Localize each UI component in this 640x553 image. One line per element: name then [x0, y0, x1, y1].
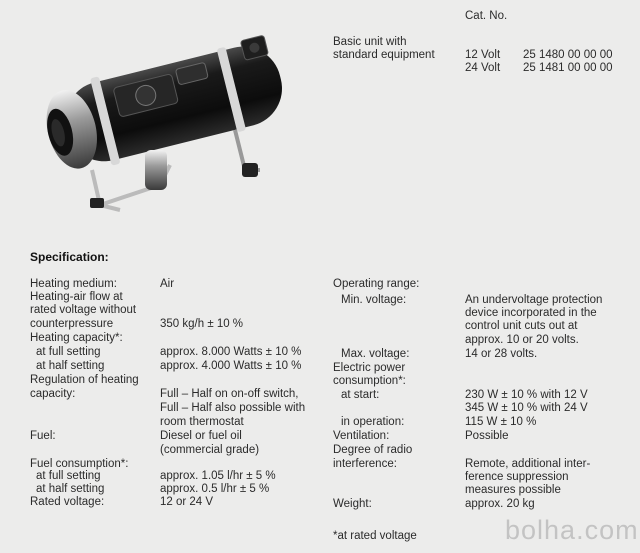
spec-value: control unit cuts out at [465, 320, 578, 332]
cat-voltage-12: 12 Volt [465, 49, 501, 61]
spec-label: Heating medium: [30, 278, 117, 290]
spec-label: Degree of radio [333, 444, 413, 456]
spec-value: 230 W ± 10 % with 12 V [465, 389, 588, 401]
spec-value: An undervoltage protection [465, 294, 603, 306]
spec-label: Heating-air flow at [30, 291, 123, 303]
cat-voltage-24: 24 Volt [465, 62, 501, 74]
spec-label: consumption*: [333, 375, 406, 387]
spec-label: Operating range: [333, 278, 420, 290]
spec-value: approx. 0.5 l/hr ± 5 % [160, 483, 270, 495]
spec-value: approx. 4.000 Watts ± 10 % [160, 360, 302, 372]
heater-image [20, 20, 320, 220]
spec-label: Weight: [333, 498, 372, 510]
spec-value: Full – Half on on-off switch, [160, 388, 299, 400]
spec-value: Air [160, 278, 175, 290]
spec-label: at start: [341, 389, 380, 401]
spec-label: counterpressure [30, 318, 114, 330]
spec-label: Max. voltage: [341, 348, 410, 360]
spec-value: Possible [465, 430, 509, 442]
spec-value: 350 kg/h ± 10 % [160, 318, 244, 330]
spec-value: measures possible [465, 484, 561, 496]
spec-label: Ventilation: [333, 430, 390, 442]
spec-value: Full – Half also possible with [160, 402, 306, 414]
spec-value: 14 or 28 volts. [465, 348, 538, 360]
spec-value: ference suppression [465, 471, 569, 483]
spec-value: Diesel or fuel oil [160, 430, 242, 442]
cat-number-12: 25 1480 00 00 00 [523, 49, 613, 61]
spec-value: room thermostat [160, 416, 244, 428]
spec-value: 345 W ± 10 % with 24 V [465, 402, 588, 414]
spec-label: at half setting [36, 360, 105, 372]
spec-label: rated voltage without [30, 304, 137, 316]
spec-label: Rated voltage: [30, 496, 105, 508]
spec-value: Remote, additional inter- [465, 458, 591, 470]
cat-no-header: Cat. No. [465, 10, 508, 22]
spec-label: Heating capacity*: [30, 332, 123, 344]
spec-label: Min. voltage: [341, 294, 407, 306]
basic-unit-label-2: standard equipment [333, 49, 435, 61]
spec-value: approx. 20 kg [465, 498, 535, 510]
watermark: bolha.com [505, 515, 639, 545]
spec-label: at full setting [36, 470, 101, 482]
spec-label: Fuel consumption*: [30, 458, 129, 470]
spec-label: at half setting [36, 483, 105, 495]
spec-value: 12 or 24 V [160, 496, 214, 508]
spec-label: Regulation of heating [30, 374, 139, 386]
spec-label: capacity: [30, 388, 76, 400]
cat-number-24: 25 1481 00 00 00 [523, 62, 613, 74]
spec-label: Electric power [333, 362, 406, 374]
spec-value: approx. 1.05 l/hr ± 5 % [160, 470, 276, 482]
spec-value: device incorporated in the [465, 307, 597, 319]
spec-label: interference: [333, 458, 397, 470]
footnote: *at rated voltage [333, 530, 417, 542]
spec-heading: Specification: [30, 250, 109, 264]
basic-unit-label-1: Basic unit with [333, 36, 407, 48]
spec-value: (commercial grade) [160, 444, 260, 456]
spec-value: approx. 10 or 20 volts. [465, 334, 579, 346]
spec-label: at full setting [36, 346, 101, 358]
spec-value: approx. 8.000 Watts ± 10 % [160, 346, 302, 358]
spec-label: Fuel: [30, 430, 56, 442]
spec-value: 115 W ± 10 % [465, 416, 537, 428]
spec-label: in operation: [341, 416, 405, 428]
